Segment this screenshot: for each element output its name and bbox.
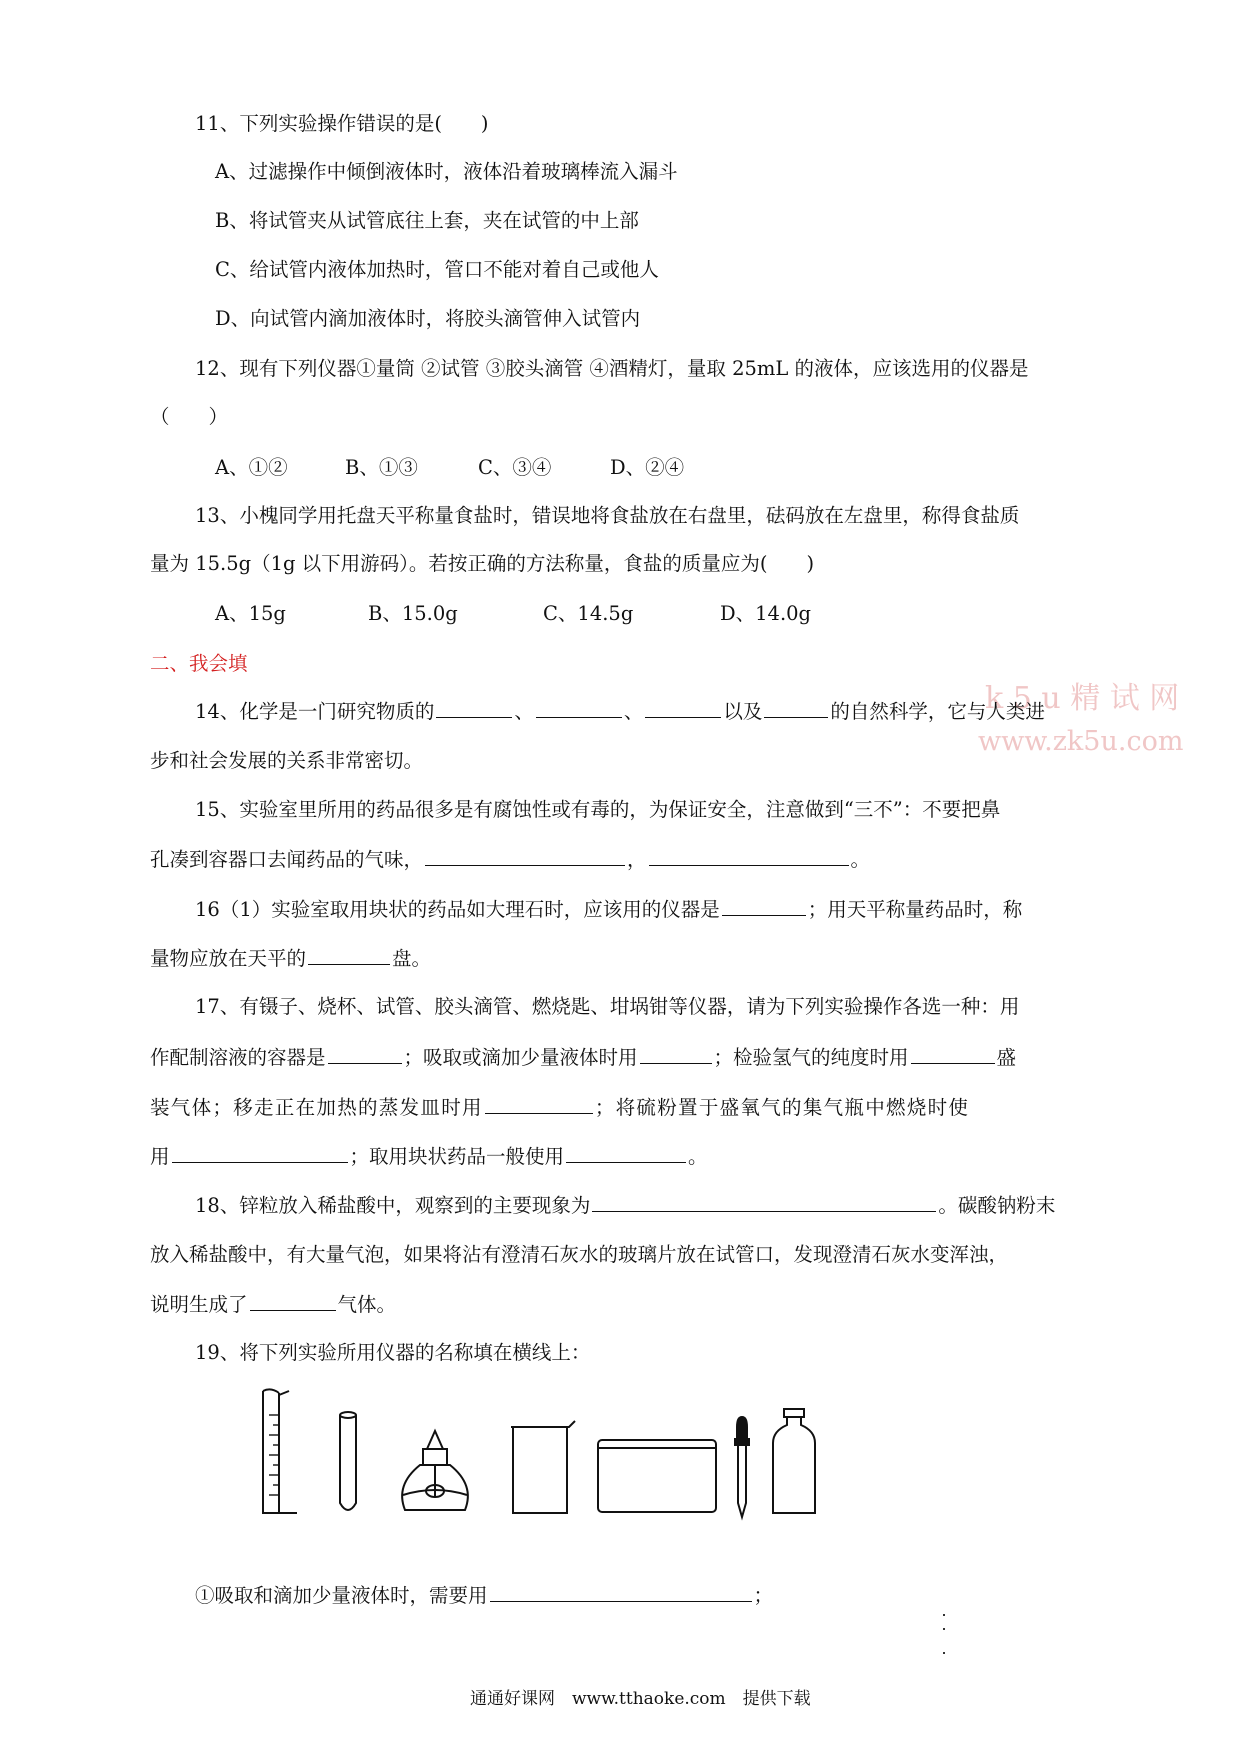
q14-blank-3[interactable] (645, 697, 721, 718)
q15-line-2 (150, 845, 870, 874)
q18-line-2: 放入稀盐酸中，有大量气泡，如果将沾有澄清石灰水的玻璃片放在试管口，发现澄清石灰水变浑浊， (150, 1243, 1009, 1266)
q19-blank-1[interactable] (490, 1581, 752, 1602)
q14-blank-2[interactable] (536, 697, 622, 718)
reagent-bottle-icon (773, 1409, 815, 1513)
q18-text-3: 说明生成了 (150, 1293, 248, 1316)
q16-text-2: ；用天平称量药品时，称 (807, 898, 1023, 921)
q19-stem: 19、将下列实验所用仪器的名称填在横线上： (195, 1341, 591, 1364)
q14-text-3: 、 (623, 700, 644, 723)
q17-line-4 (150, 1142, 708, 1171)
q14-line-1 (195, 697, 1045, 726)
alcohol-lamp-icon (402, 1431, 468, 1510)
q15-blank-1[interactable] (425, 845, 625, 866)
q18-blank-2[interactable] (250, 1290, 336, 1311)
q11-stem: 11、下列实验操作错误的是( ) (195, 112, 489, 135)
q17-text-4: 盛 (996, 1046, 1017, 1069)
q17-text-9: 。 (688, 1145, 708, 1168)
page-footer: 通通好课网 www.tthaoke.com 提供下载 (470, 1689, 811, 1709)
q16-text-3: 量物应放在天平的 (150, 947, 307, 970)
q18-text-2: 。碳酸钠粉末 (938, 1194, 1056, 1217)
q19-sub-1 (195, 1581, 773, 1610)
q12-option-b: B、①③ (345, 456, 418, 479)
q14-text-1: 14、化学是一门研究物质的 (195, 700, 435, 723)
q17-blank-5[interactable] (172, 1142, 348, 1163)
q13-option-a: A、15g (215, 602, 286, 625)
scan-dot (943, 1614, 945, 1616)
q15-line-1: 15、实验室里所用的药品很多是有腐蚀性或有毒的，为保证安全，注意做到“三不”：不要把鼻 (195, 798, 1001, 821)
q14-text-2: 、 (514, 700, 534, 723)
q17-text-1: 作配制溶液的容器是 (150, 1046, 326, 1069)
apparatus-figure (255, 1385, 895, 1530)
q17-blank-1[interactable] (328, 1043, 402, 1064)
q16-text-4: 盘。 (392, 947, 432, 970)
q17-line-2 (150, 1043, 1016, 1072)
q15-blank-2[interactable] (649, 845, 849, 866)
q17-text-6: ；将硫粉置于盛氧气的集气瓶中燃烧时使 (594, 1096, 970, 1119)
q12-option-d: D、②④ (610, 456, 685, 479)
section-heading: 二、我会填 (150, 652, 248, 675)
q18-line-1 (195, 1191, 1055, 1220)
q18-text-4: 气体。 (337, 1293, 397, 1316)
q12-stem: 12、现有下列仪器①量筒 ②试管 ③胶头滴管 ④酒精灯，量取 25mL 的液体，应该选用的仪器是 (195, 357, 1029, 380)
q17-text-8: ；取用块状药品一般使用 (349, 1145, 565, 1168)
beaker-icon (511, 1421, 575, 1513)
q13-stem-2: 量为 15.5g（1g 以下用游码）。若按正确的方法称量，食盐的质量应为( ) (150, 552, 815, 575)
q16-blank-1[interactable] (722, 895, 806, 916)
q13-stem-1: 13、小槐同学用托盘天平称量食盐时，错误地将食盐放在右盘里，砝码放在左盘里，称得食盐质 (195, 504, 1020, 527)
dropper-icon (735, 1417, 749, 1517)
q17-blank-4[interactable] (485, 1093, 593, 1114)
watermark-top: k 5 u 精 试 网 (985, 681, 1180, 716)
q17-blank-3[interactable] (911, 1043, 995, 1064)
q19-sub-1-text: ①吸取和滴加少量液体时，需要用 (195, 1584, 488, 1607)
q14-blank-1[interactable] (436, 697, 512, 718)
q11-option-d: D、向试管内滴加液体时，将胶头滴管伸入试管内 (215, 307, 641, 330)
q12-option-a: A、①② (215, 456, 288, 479)
q16-line-2 (150, 944, 431, 973)
q14-text-4: 以及 (723, 700, 763, 723)
test-tube-icon (340, 1412, 356, 1510)
q18-line-3 (150, 1290, 396, 1319)
q14-text-5: 的自然科学，它与人类进 (830, 700, 1045, 723)
watermark-bottom: www.zk5u.com (978, 726, 1184, 757)
q17-line-3 (150, 1093, 969, 1122)
q12-option-c: C、③④ (478, 456, 552, 479)
q15-text-2: ， (627, 848, 647, 871)
q17-text-5: 装气体；移走正在加热的蒸发皿时用 (150, 1096, 483, 1119)
q11-option-b: B、将试管夹从试管底往上套，夹在试管的中上部 (215, 209, 639, 232)
q17-text-2: ；吸取或滴加少量液体时用 (403, 1046, 638, 1069)
glass-trough-icon (598, 1440, 716, 1512)
q13-option-b: B、15.0g (368, 602, 458, 625)
q15-text-1: 孔凑到容器口去闻药品的气味， (150, 848, 424, 871)
q16-text-1: 16（1）实验室取用块状的药品如大理石时，应该用的仪器是 (195, 898, 720, 921)
scan-dot (943, 1652, 945, 1654)
q17-text-3: ；检验氢气的纯度时用 (713, 1046, 909, 1069)
q12-stem-cont: （ ） (150, 405, 229, 428)
q18-text-1: 18、锌粒放入稀盐酸中，观察到的主要现象为 (195, 1194, 591, 1217)
q17-blank-6[interactable] (566, 1142, 686, 1163)
q14-blank-4[interactable] (764, 697, 828, 718)
q11-option-c: C、给试管内液体加热时，管口不能对着自己或他人 (215, 258, 659, 281)
q16-blank-2[interactable] (308, 944, 390, 965)
q13-option-d: D、14.0g (720, 602, 812, 625)
q17-line-1: 17、有镊子、烧杯、试管、胶头滴管、燃烧匙、坩埚钳等仪器，请为下列实验操作各选一种：用 (195, 995, 1020, 1018)
q16-line-1 (195, 895, 1022, 924)
q11-option-a: A、过滤操作中倾倒液体时，液体沿着玻璃棒流入漏斗 (215, 160, 678, 183)
q17-blank-2[interactable] (640, 1043, 712, 1064)
q15-text-3: 。 (850, 848, 871, 871)
q13-option-c: C、14.5g (543, 602, 634, 625)
graduated-cylinder-icon (263, 1389, 297, 1513)
q17-text-7: 用 (150, 1145, 170, 1168)
scan-dot (943, 1628, 945, 1630)
q14-line-2: 步和社会发展的关系非常密切。 (150, 749, 424, 772)
q19-sub-1-end: ； (753, 1584, 774, 1607)
q18-blank-1[interactable] (592, 1191, 936, 1212)
